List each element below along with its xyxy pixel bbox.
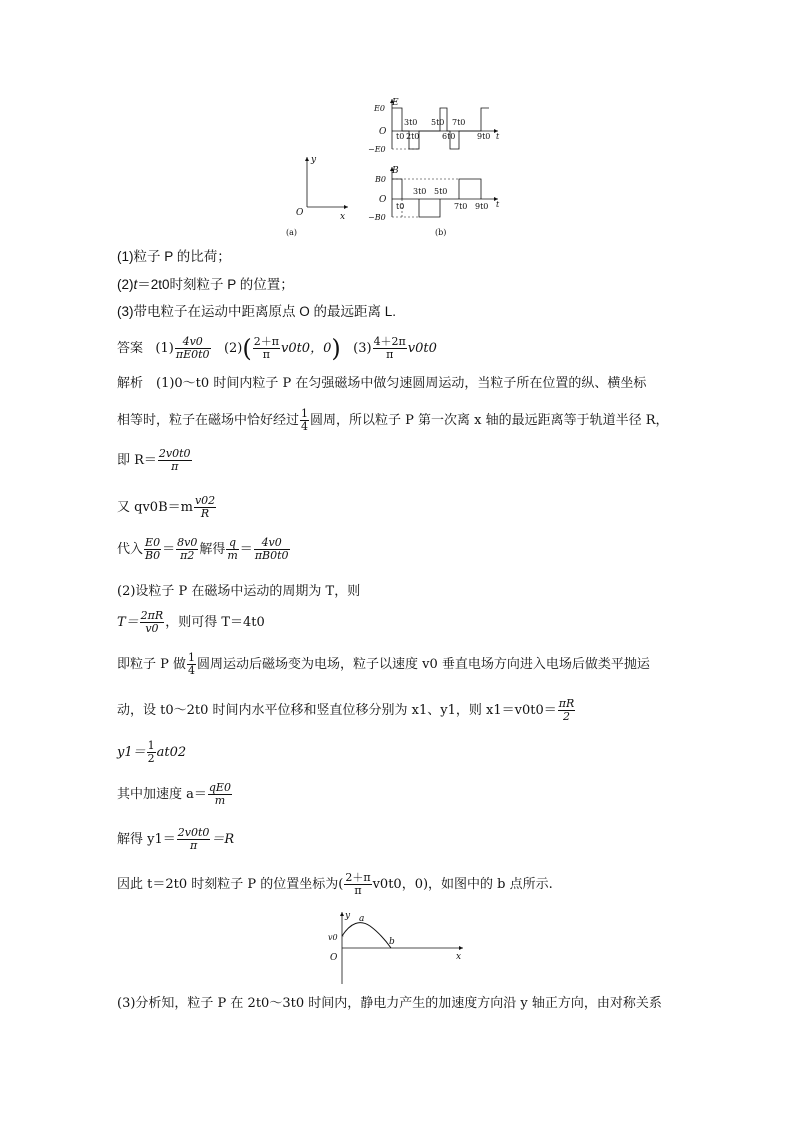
solution-line-9	[117, 696, 576, 726]
solution-line-8	[117, 650, 650, 680]
solution-line-5	[117, 535, 291, 565]
b-t-label: t	[496, 200, 500, 209]
fraction-half: $\frac{1}{2}$	[147, 739, 155, 765]
point-b-label: b	[389, 937, 395, 947]
answer-1-fraction: $\frac{4v0}{\pi E0t0}$	[175, 335, 210, 361]
tick-e-5t0: 5t0	[431, 118, 445, 127]
solution-text: 解得	[199, 542, 226, 557]
solution-line-12	[117, 825, 234, 855]
solution-text: ＝	[239, 542, 253, 557]
axis-label-y: y	[311, 155, 317, 165]
solution-text: 解得 y1＝	[117, 832, 176, 847]
fraction-quarter-2: $\frac{1}{4}$	[188, 651, 196, 677]
tick-e-9t0: 9t0	[477, 132, 491, 141]
origin-label: O	[296, 208, 304, 218]
solution-line-3	[117, 446, 193, 476]
caption-b: (b)	[435, 228, 447, 237]
solution-text: v0t0，0)，如图中的 b 点所示.	[372, 877, 553, 892]
solution-text: ＝	[162, 542, 176, 557]
solution-line-2	[117, 406, 669, 436]
solution-text: 又 qv0B＝m	[117, 500, 193, 515]
solution-text: 圆周运动后磁场变为电场，粒子以速度 v0 垂直电场方向进入电场后做类平抛运	[197, 657, 650, 672]
tick-b-5t0: 5t0	[434, 187, 448, 196]
solution-line-6: (2)设粒子 P 在磁场中运动的周期为 T，则	[117, 584, 361, 599]
solution-text: at02	[156, 745, 187, 760]
solution-text: 因此 t＝2t0 时刻粒子 P 的位置坐标为(	[117, 877, 344, 892]
tick-e-6t0: 6t0	[442, 132, 456, 141]
solution-line-10	[117, 738, 186, 768]
tick-b-3t0: 3t0	[413, 187, 427, 196]
solution-line-11	[117, 780, 233, 810]
solution-text: 代入	[117, 542, 144, 557]
fraction-8v0: $\frac{8v0}{\pi 2}$	[177, 536, 198, 562]
answer-line: 答案 (1) $\frac{4v0}{\pi E0t0}$ (2)( $\frac{2+\pi}{\pi}$ v0t0，0) (3) $\frac{4+2\pi}{\pi}$ v0t0	[117, 334, 437, 363]
fraction-q-over-m: $\frac{q}{m}$	[227, 536, 238, 562]
answer-1-prefix: (1)	[155, 341, 174, 356]
solution-text: 其中加速度 a＝	[117, 787, 207, 802]
caption-a: (a)	[286, 228, 298, 237]
traj-v0-label: v0	[328, 933, 338, 942]
answer-2-tail: v0t0，0	[280, 341, 332, 356]
solution-text: 相等时，粒子在磁场中恰好经过	[117, 413, 300, 428]
fraction-y1: $\frac{2v0t0}{\pi}$	[177, 826, 210, 852]
b0-label: B0	[375, 175, 386, 184]
solution-text: y1＝	[117, 745, 146, 760]
question-2-rest: ＝2t0时刻粒子 P 的位置；	[137, 277, 294, 292]
b-t-graph	[368, 166, 500, 222]
solution-text: ，则可得 T＝4t0	[165, 615, 265, 630]
solution-text: ＝R	[211, 832, 235, 847]
fraction-acceleration: $\frac{qE0}{m}$	[208, 781, 231, 807]
answer-3-prefix: (3)	[353, 341, 372, 356]
b-axis-label: B	[392, 166, 399, 176]
axis-label-x: x	[340, 212, 346, 222]
solution-line-7	[117, 608, 265, 638]
solution-line-4	[117, 493, 217, 523]
answer-3-tail: v0t0	[407, 341, 437, 356]
answer-2-prefix: (2)	[223, 341, 243, 356]
tick-b-7t0: 7t0	[454, 202, 468, 211]
fraction-e-over-b: $\frac{E0}{B0}$	[145, 536, 161, 562]
e-axis-label: E	[392, 98, 399, 108]
fraction-specific-charge: $\frac{4v0}{\pi B0t0}$	[254, 536, 289, 562]
tick-e-7t0: 7t0	[452, 118, 466, 127]
traj-origin-label: O	[330, 953, 338, 963]
e0-label: E0	[374, 104, 385, 113]
fraction-radius: $\frac{2v0t0}{\pi}$	[158, 447, 191, 473]
fraction-x1: $\frac{\pi R}{2}$	[558, 697, 575, 723]
solution-text: 动，设 t0～2t0 时间内水平位移和竖直位移分别为 x1、y1，则 x1＝v0t0＝	[117, 703, 557, 718]
solution-line-13	[117, 870, 553, 900]
question-3: (3)带电粒子在运动中距离原点 O 的最远距离 L.	[117, 304, 397, 319]
question-2-prefix: (2)	[117, 277, 134, 292]
traj-y-label: y	[345, 911, 351, 921]
solution-line-14: (3)分析知，粒子 P 在 2t0～3t0 时间内，静电力产生的加速度方向沿 y 轴正方向，由对称关系	[117, 996, 662, 1011]
trajectory-curve	[342, 923, 391, 948]
figure-trajectory	[325, 908, 475, 988]
neg-e0-label: −E0	[368, 145, 386, 154]
figure-field-graphs	[280, 95, 520, 240]
solution-text: 即粒子 P 做	[117, 657, 187, 672]
tick-e-2t0: 2t0	[406, 132, 420, 141]
answer-3-fraction: $\frac{4+2\pi}{\pi}$	[373, 335, 406, 361]
fraction-period: $\frac{2\pi R}{v0}$	[140, 609, 164, 635]
point-a-label: a	[359, 914, 365, 924]
answer-label: 答案	[117, 340, 144, 355]
solution-line-1: 解析 (1)0～t0 时间内粒子 P 在匀强磁场中做匀速圆周运动，当粒子所在位置的纵、横坐标	[117, 376, 647, 391]
e-origin-label: O	[379, 127, 387, 137]
b-origin-label: O	[379, 195, 387, 205]
solution-text: 即 R＝	[117, 453, 157, 468]
tick-b-t0: t0	[396, 202, 405, 211]
traj-x-label: x	[456, 952, 462, 962]
solution-text: 圆周，所以粒子 P 第一次离 x 轴的最远距离等于轨道半径 R，	[310, 413, 669, 428]
answer-2-fraction: $\frac{2+\pi}{\pi}$	[253, 335, 279, 361]
neg-b0-label: −B0	[368, 213, 386, 222]
fraction-centripetal: $\frac{v02}{R}$	[194, 494, 216, 520]
question-1: (1)粒子 P 的比荷；	[117, 249, 231, 264]
question-2-t: t	[133, 277, 138, 292]
question-2	[117, 277, 294, 293]
e-t-label: t	[496, 132, 500, 141]
solution-text: T＝	[117, 615, 139, 630]
fraction-position: $\frac{2+\pi}{\pi}$	[345, 871, 371, 897]
fraction-quarter: $\frac{1}{4}$	[301, 407, 309, 433]
e-t-graph	[368, 98, 500, 154]
tick-e-t0: t0	[396, 132, 405, 141]
tick-b-9t0: 9t0	[475, 202, 489, 211]
tick-e-3t0: 3t0	[404, 118, 418, 127]
